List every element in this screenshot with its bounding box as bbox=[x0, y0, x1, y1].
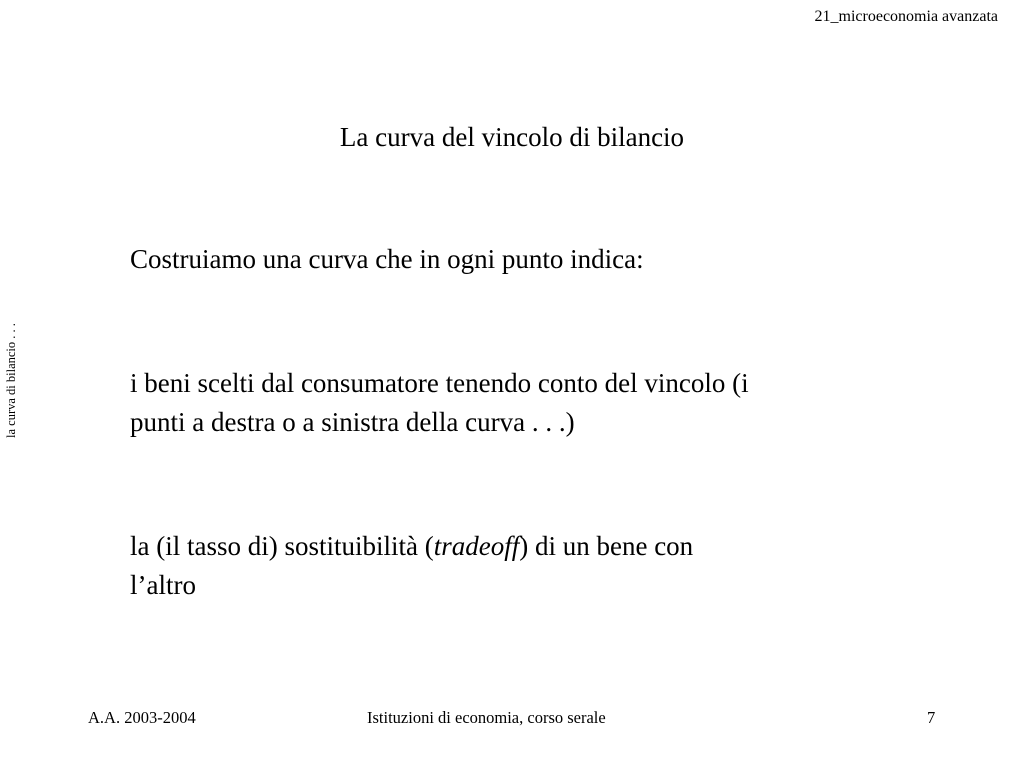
intro-paragraph bbox=[130, 240, 930, 279]
substitutability-paragraph bbox=[130, 527, 930, 605]
intro-text: Costruiamo una curva che in ogni punto indica: bbox=[130, 244, 644, 274]
substitutability-text-after: ) di un bene con bbox=[519, 531, 694, 561]
tradeoff-emphasis: tradeoff bbox=[433, 531, 520, 561]
substitutability-text-line2: l’altro bbox=[130, 570, 196, 600]
running-title-vertical: la curva di bilancio . . . bbox=[4, 323, 18, 438]
goods-text-line2: punti a destra o a sinistra della curva . . .) bbox=[130, 407, 575, 437]
goods-paragraph bbox=[130, 364, 930, 442]
goods-text-line1: i beni scelti dal consumatore tenendo conto del vincolo (i bbox=[130, 368, 749, 398]
slide-title: La curva del vincolo di bilancio bbox=[339, 122, 685, 152]
footer-course-name: Istituzioni di economia, corso serale bbox=[367, 708, 606, 727]
footer-page-number: 7 bbox=[927, 708, 936, 727]
substitutability-text-before: la (il tasso di) sostituibilità ( bbox=[130, 531, 434, 561]
footer-academic-year: A.A. 2003-2004 bbox=[88, 708, 196, 727]
course-code-header: 21_microeconomia avanzata bbox=[814, 8, 998, 25]
